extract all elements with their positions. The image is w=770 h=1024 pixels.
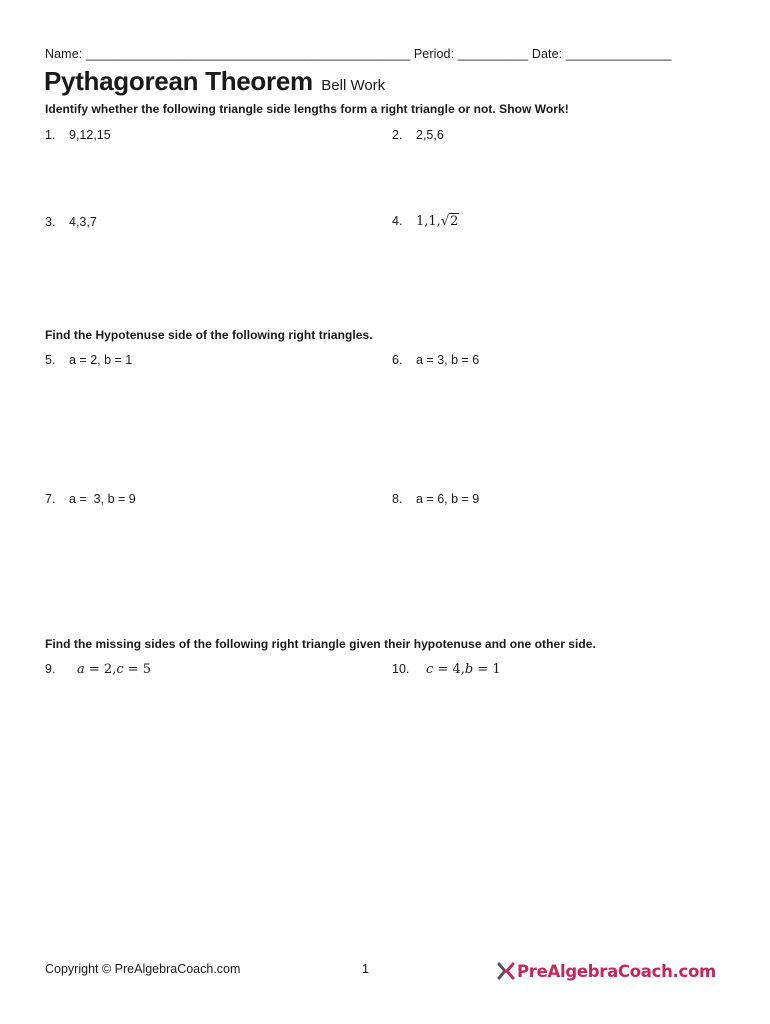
problem-number: 3. xyxy=(45,215,56,229)
problem-4 xyxy=(392,214,459,229)
problem-9 xyxy=(45,662,151,677)
x-logo-icon xyxy=(497,962,515,980)
radicand: 2 xyxy=(450,214,459,229)
problem-text: 2,5,6 xyxy=(416,128,444,142)
variable-1: c xyxy=(426,662,434,677)
problem-number: 9. xyxy=(45,662,56,676)
problem-text: a = 3, b = 6 xyxy=(416,353,480,367)
equation-part-2: = 5 xyxy=(123,662,152,677)
problem-text: a = 6, b = 9 xyxy=(416,492,480,506)
date-label: Date: xyxy=(528,47,566,61)
brand-logo xyxy=(497,959,716,983)
problem-number: 4. xyxy=(392,214,403,228)
problem-text: 4,3,7 xyxy=(69,215,97,229)
problem-8 xyxy=(392,492,479,506)
logo-text: PreAlgebraCoach.com xyxy=(517,961,716,981)
instruction-section-1: Identify whether the following triangle side lengths form a right triangle or not. Show Work! xyxy=(45,102,569,116)
problem-text-prefix: 1,1, xyxy=(416,214,441,229)
problem-2 xyxy=(392,128,444,142)
name-blank: ______________________________________________ xyxy=(85,47,411,61)
variable-1: a xyxy=(77,662,85,677)
problem-10 xyxy=(392,662,501,677)
problem-text: 9,12,15 xyxy=(69,128,111,142)
problem-3 xyxy=(45,215,97,229)
date-blank: _______________ xyxy=(565,47,672,61)
problem-1 xyxy=(45,128,111,142)
title-main: Pythagorean Theorem xyxy=(44,66,313,96)
worksheet-title xyxy=(44,66,385,97)
period-label: Period: xyxy=(410,47,458,61)
equation-part-1: = 2, xyxy=(84,662,117,677)
problem-number: 6. xyxy=(392,353,403,367)
header-fields xyxy=(45,47,672,61)
problem-number: 1. xyxy=(45,128,56,142)
radical-sign: √ xyxy=(440,214,450,229)
square-root xyxy=(441,214,460,229)
problem-number: 2. xyxy=(392,128,403,142)
period-blank: __________ xyxy=(457,47,529,61)
title-sub: Bell Work xyxy=(321,77,386,94)
equation-part-1: = 4, xyxy=(433,662,465,677)
problem-text: a = 3, b = 9 xyxy=(69,492,136,506)
variable-2: b xyxy=(464,662,474,677)
problem-number: 5. xyxy=(45,353,56,367)
copyright-text: Copyright © PreAlgebraCoach.com xyxy=(45,962,241,976)
instruction-section-2: Find the Hypotenuse side of the following right triangles. xyxy=(45,328,373,342)
name-label: Name: xyxy=(45,47,86,61)
problem-7 xyxy=(45,492,136,506)
problem-text: a = 2, b = 1 xyxy=(69,353,133,367)
page-number: 1 xyxy=(362,962,369,976)
problem-number: 8. xyxy=(392,492,403,506)
variable-2: c xyxy=(116,662,124,677)
problem-6 xyxy=(392,353,479,367)
problem-number: 10. xyxy=(392,662,410,676)
instruction-section-3: Find the missing sides of the following right triangle given their hypotenuse and one other side. xyxy=(45,637,596,651)
equation-part-2: = 1 xyxy=(473,662,501,677)
problem-5 xyxy=(45,353,132,367)
problem-number: 7. xyxy=(45,492,56,506)
